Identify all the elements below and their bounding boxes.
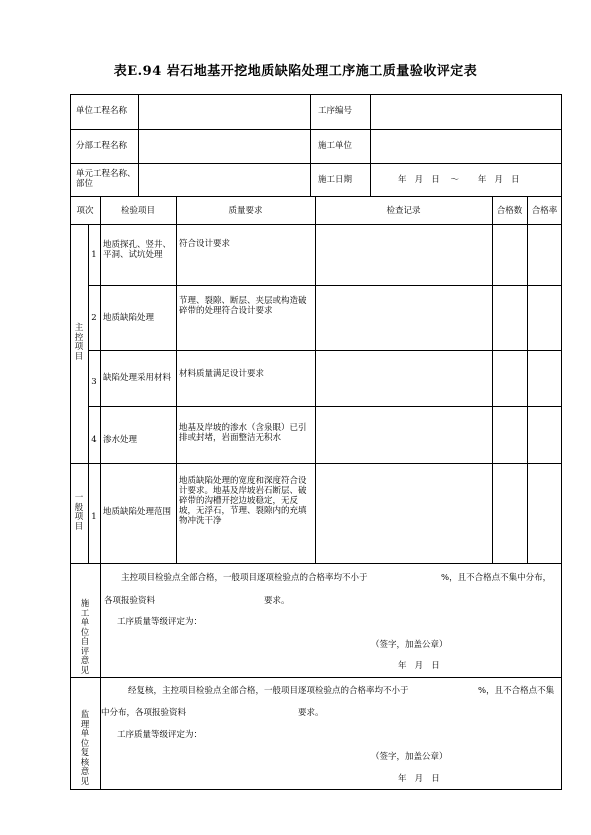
main-item-req: 地基及岸坡的渗水（含泉眼）已引排或封堵，岩面整洁无积水	[179, 423, 307, 443]
process-no-label: 工序编号	[318, 106, 353, 116]
supervisor-eval-line2-tail: 要求。	[298, 708, 324, 718]
supervisor-eval-label: 监理单位复核意见	[80, 710, 90, 787]
main-item-req: 符合设计要求	[179, 239, 231, 249]
supervisor-eval-line1-tail: %，且不合格点不集	[478, 686, 555, 696]
col-qualified-count: 合格数	[496, 206, 523, 216]
main-item-name: 地质探孔、竖井、平洞、试坑处理	[103, 240, 172, 260]
element-project-label: 单元工程名称、部位	[76, 169, 136, 189]
main-item-no: 2	[91, 313, 97, 323]
supervisor-eval-sign: （签字，加盖公章）	[371, 752, 448, 762]
supervisor-eval-date: 年 月 日	[398, 774, 440, 784]
supervisor-eval-line3: 工序质量等级评定为：	[117, 730, 203, 740]
general-item-req: 地质缺陷处理的宽度和深度符合设计要求。地基及岸坡岩石断层、破碎带的沟槽开挖边坡稳定，无反坡，无浮石，节理、裂隙内的充填物冲洗干净	[179, 476, 307, 526]
main-item-name: 缺陷处理采用材料	[103, 373, 172, 383]
main-item-req: 材料质量满足设计要求	[179, 369, 265, 379]
construction-date-label: 施工日期	[318, 175, 353, 185]
col-inspection-item: 检验项目	[120, 206, 155, 216]
supervisor-eval-line2: 中分布，各项报验资料	[101, 708, 187, 718]
constructor-eval-label: 施工单位自评意见	[80, 599, 90, 676]
col-check-record: 检查记录	[386, 206, 421, 216]
main-item-name: 地质缺陷处理	[103, 313, 155, 323]
main-item-req: 节理、裂隙、断层、夹层或构造破碎带的处理符合设计要求	[179, 296, 307, 316]
main-control-label: 主控项目	[74, 323, 84, 362]
form-title: 表E.94 岩石地基开挖地质缺陷处理工序施工质量验收评定表	[113, 64, 478, 79]
col-item-no: 项次	[76, 206, 94, 216]
constructor-eval-line3: 工序质量等级评定为：	[117, 617, 203, 627]
constructor-eval-date: 年 月 日	[398, 661, 440, 671]
constructor-eval-line2-tail: 要求。	[264, 596, 290, 606]
construction-unit-label: 施工单位	[318, 141, 353, 151]
supervisor-eval-line1: 经复核，主控项目检验点全部合格，一般项目逐项检验点的合格率均不小于	[128, 686, 409, 696]
constructor-eval-line1-tail: %，且不合格点不集中分布，	[441, 573, 552, 583]
constructor-eval-sign: （签字，加盖公章）	[371, 640, 448, 650]
main-item-name: 渗水处理	[103, 435, 138, 445]
main-item-no: 3	[91, 377, 97, 387]
section-project-label: 分部工程名称	[76, 141, 128, 151]
main-item-no: 1	[91, 250, 97, 260]
general-label: 一般项目	[74, 493, 84, 532]
general-item-no: 1	[91, 512, 97, 522]
constructor-eval-line1: 主控项目检验点全部合格，一般项目逐项检验点的合格率均不小于	[121, 573, 368, 583]
general-item-name: 地质缺陷处理范围	[103, 507, 172, 517]
constructor-eval-line2: 各项报验资料	[104, 596, 156, 606]
main-item-no: 4	[91, 435, 97, 445]
col-quality-req: 质量要求	[228, 206, 263, 216]
col-pass-rate: 合格率	[531, 206, 558, 216]
unit-project-label: 单位工程名称	[76, 106, 128, 116]
construction-date-range: 年 月 日 ～ 年 月 日	[398, 175, 520, 185]
